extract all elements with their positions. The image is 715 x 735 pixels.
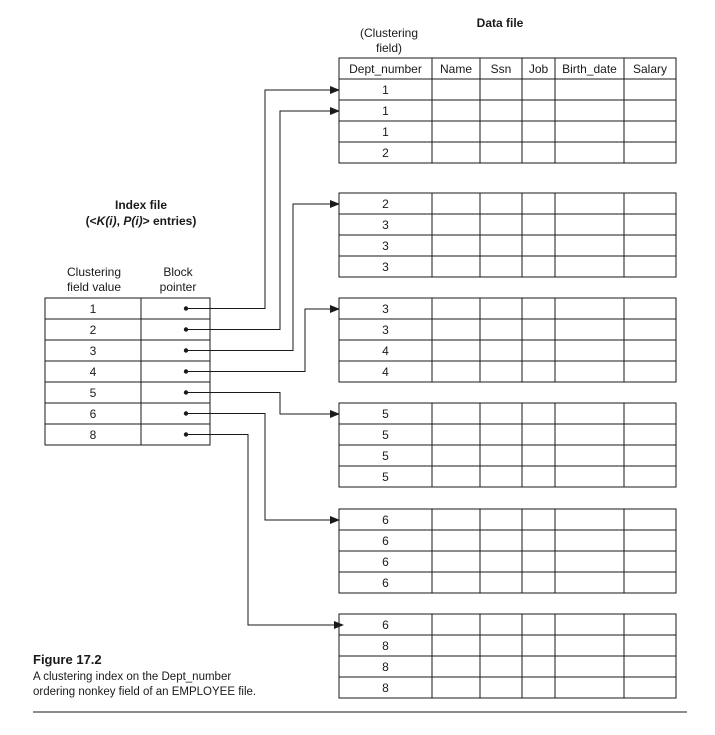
figure-caption-line1: A clustering index on the Dept_number [33,671,232,683]
index-row [45,403,210,424]
index-col-pointer-header-2: pointer [159,280,197,294]
dept-number-cell: 3 [382,218,389,232]
data-col-header: Birth_date [562,62,617,76]
dept-number-cell: 2 [382,146,389,160]
data-row [339,677,676,698]
pointer-arrow [186,204,339,351]
data-col-header: Job [528,62,549,76]
data-file-blocks [339,58,676,698]
data-block [339,614,676,698]
dept-number-cell: 4 [382,344,389,358]
dept-number-cell: 5 [382,428,389,442]
pointer-arrow [186,111,339,330]
index-row [45,361,210,382]
dept-number-cell: 5 [382,449,389,463]
figure-caption-line2: ordering nonkey field of an EMPLOYEE file. [33,686,257,698]
data-row [339,256,676,277]
dept-number-cell: 3 [382,239,389,253]
data-file-title: Data file [476,16,524,30]
dept-number-cell: 8 [382,639,389,653]
dept-number-cell: 5 [382,407,389,421]
dept-number-cell: 2 [382,197,389,211]
clustering-value-cell: 2 [89,323,97,337]
data-row [339,142,676,163]
index-file-subtitle: (<K(i), P(i)> entries) [85,214,197,228]
clustering-value-cell: 5 [89,386,97,400]
dept-number-cell: 1 [382,125,389,139]
data-row [339,100,676,121]
index-row [45,382,210,403]
index-col-clustering-header: Clustering [66,265,122,279]
data-row [339,235,676,256]
data-row [339,445,676,466]
clustering-value-cell: 1 [89,302,97,316]
dept-number-cell: 6 [382,555,389,569]
index-row [45,319,210,340]
data-row [339,530,676,551]
data-col-header: Salary [632,62,668,76]
data-row [339,298,676,319]
data-row [339,340,676,361]
dept-number-cell: 3 [382,302,389,316]
data-row [339,551,676,572]
index-row [45,424,210,445]
pointer-arrow [186,90,339,309]
data-row [339,509,676,530]
dept-number-cell: 5 [382,470,389,484]
dept-number-cell: 4 [382,365,389,379]
data-row [339,656,676,677]
data-row [339,361,676,382]
pointer-arrow [186,414,339,521]
clustering-value-cell: 8 [89,428,97,442]
clustering-value-cell: 6 [89,407,97,421]
data-row [339,214,676,235]
dept-number-cell: 1 [382,104,389,118]
dept-number-cell: 1 [382,83,389,97]
data-row [339,572,676,593]
data-row [339,193,676,214]
dept-number-cell: 3 [382,260,389,274]
index-col-pointer-header: Block [163,265,193,279]
data-row [339,614,676,635]
data-row [339,466,676,487]
data-row [339,121,676,142]
data-col-header: Name [439,62,473,76]
dept-number-cell: 6 [382,513,389,527]
clustering-field-label-2: field) [375,41,403,55]
dept-number-cell: 3 [382,323,389,337]
data-block [339,79,676,163]
data-row [339,319,676,340]
data-block [339,193,676,277]
index-row [45,340,210,361]
data-row [339,79,676,100]
dept-number-cell: 6 [382,576,389,590]
data-row [339,635,676,656]
data-block [339,298,676,382]
data-row [339,424,676,445]
dept-number-cell: 8 [382,681,389,695]
index-row [45,298,210,319]
figure-number: Figure 17.2 [33,652,102,667]
data-row [339,403,676,424]
dept-number-cell: 6 [382,534,389,548]
index-file-title: Index file [114,198,168,212]
data-block [339,509,676,593]
data-col-header: Dept_number [349,62,422,76]
index-file-table [45,298,210,445]
clustering-field-label: (Clustering [359,26,419,40]
clustering-value-cell: 4 [89,365,97,379]
data-col-header: Ssn [490,62,512,76]
dept-number-cell: 8 [382,660,389,674]
data-block [339,403,676,487]
index-col-clustering-header-2: field value [66,280,122,294]
dept-number-cell: 6 [382,618,389,632]
clustering-value-cell: 3 [89,344,97,358]
